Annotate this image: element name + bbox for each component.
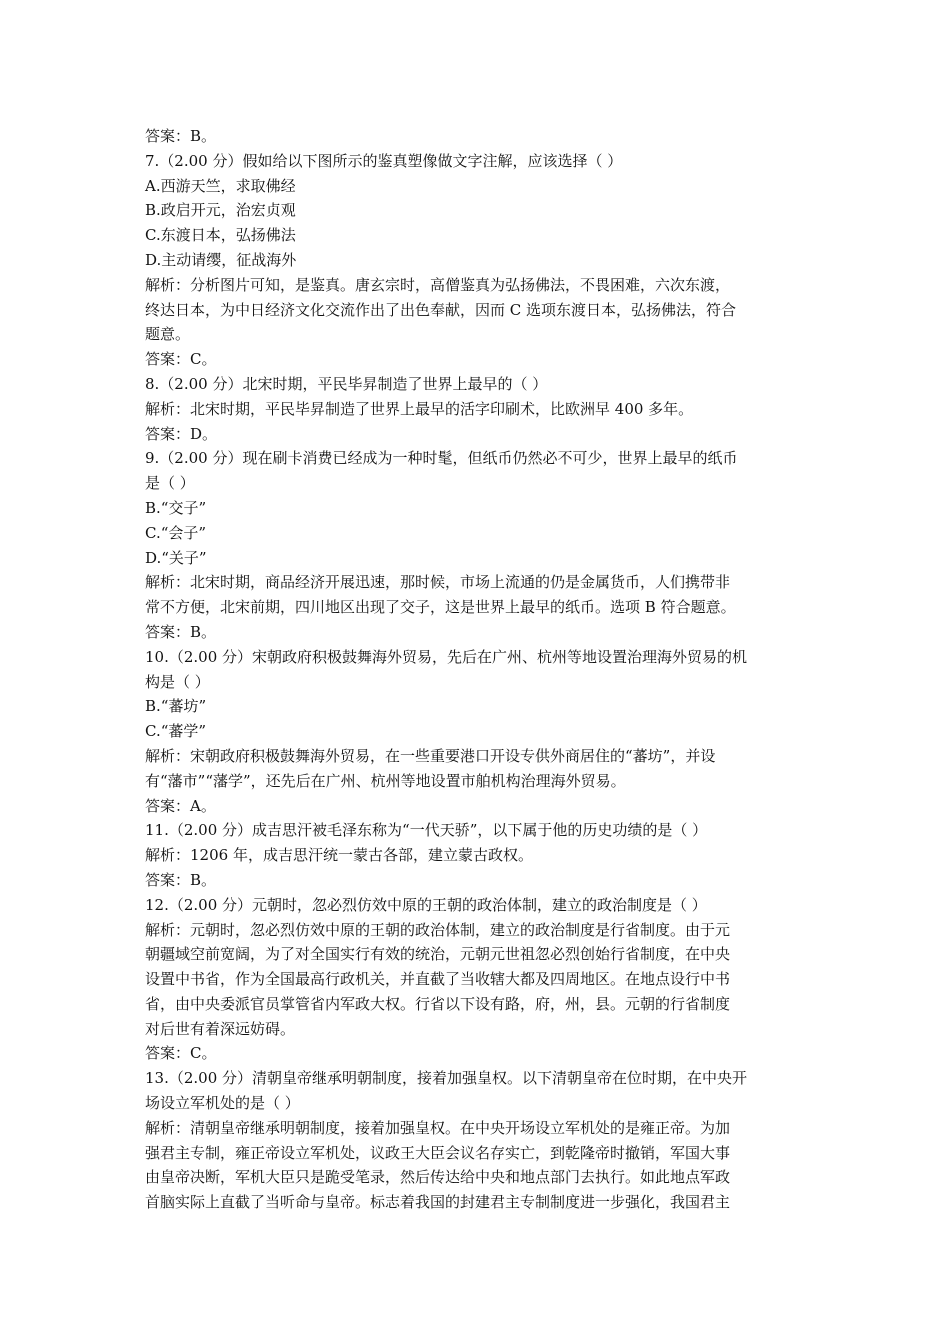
option-line: B.“蕃坊”: [145, 697, 207, 716]
analysis-line: 对后世有着深远妨碍。: [145, 1019, 296, 1038]
question-9-cont: 是（ ）: [145, 474, 195, 493]
analysis-line: 解析：1206 年，成吉思汗统一蒙古各部，建立蒙古政权。: [145, 846, 533, 865]
option-line: B.“交子”: [145, 498, 207, 517]
question-12: 12.（2.00 分）元朝时，忽必烈仿效中原的王朝的政治体制，建立的政治制度是（ ）: [145, 895, 707, 914]
option-line: C.“蕃学”: [145, 722, 207, 741]
answer-line: 答案：B。: [145, 870, 217, 889]
option-line: C.“会子”: [145, 523, 207, 542]
question-10-cont: 构是（ ）: [145, 672, 210, 691]
answer-line: 答案：D。: [145, 424, 218, 443]
question-11: 11.（2.00 分）成吉思汗被毛泽东称为“一代天骄”，以下属于他的历史功绩的是（ ）: [145, 821, 708, 840]
answer-line: 答案：C。: [145, 350, 217, 369]
question-10: 10.（2.00 分）宋朝政府积极鼓舞海外贸易，先后在广州、杭州等地设置治理海外贸易的机: [145, 647, 748, 666]
analysis-line: 首脑实际上直截了当听命与皇帝。标志着我国的封建君主专制制度进一步强化，我国君主: [145, 1193, 731, 1212]
analysis-line: 有“藩市”“藩学”，还先后在广州、杭州等地设置市舶机构治理海外贸易。: [145, 771, 626, 790]
answer-line: 答案：B。: [145, 622, 217, 641]
analysis-line: 解析：清朝皇帝继承明朝制度，接着加强皇权。在中央开场设立军机处的是雍正帝。为加: [145, 1118, 731, 1137]
analysis-line: 解析：宋朝政府积极鼓舞海外贸易，在一些重要港口开设专供外商居住的“蕃坊”，并设: [145, 746, 716, 765]
option-line: D.“关子”: [145, 548, 207, 567]
analysis-line: 解析：元朝时，忽必烈仿效中原的王朝的政治体制，建立的政治制度是行省制度。由于元: [145, 920, 731, 939]
analysis-line: 省，由中央委派官员掌管省内军政大权。行省以下设有路，府，州，县。元朝的行省制度: [145, 994, 731, 1013]
analysis-line: 常不方便，北宋前期，四川地区出现了交子，这是世界上最早的纸币。选项 B 符合题意。: [145, 598, 736, 617]
option-line: C.东渡日本，弘扬佛法: [145, 226, 296, 245]
analysis-line: 设置中书省，作为全国最高行政机关，并直截了当收辖大都及四周地区。在地点设行中书: [145, 970, 731, 989]
analysis-line: 解析：北宋时期，商品经济开展迅速，那时候，市场上流通的仍是金属货币，人们携带非: [145, 573, 731, 592]
document-page: [145, 124, 810, 1215]
question-13-cont: 场设立军机处的是（ ）: [145, 1094, 300, 1113]
option-line: B.政启开元，治宏贞观: [145, 201, 296, 220]
answer-line: 答案：C。: [145, 1044, 217, 1063]
analysis-line: 终达日本，为中日经济文化交流作出了出色奉献，因而 C 选项东渡日本，弘扬佛法，符合: [145, 300, 737, 319]
answer-line: 答案：A。: [145, 796, 216, 815]
question-7: 7.（2.00 分）假如给以下图所示的鉴真塑像做文字注解，应该选择（ ）: [145, 151, 623, 170]
option-line: D.主动请缨，征战海外: [145, 250, 297, 269]
option-line: A.西游天竺，求取佛经: [145, 176, 296, 195]
answer-line: 答案：B。: [145, 127, 217, 145]
question-8: 8.（2.00 分）北宋时期，平民毕昇制造了世界上最早的（ ）: [145, 374, 548, 393]
analysis-line: 强君主专制，雍正帝设立军机处，议政王大臣会议名存实亡，到乾隆帝时撤销，军国大事: [145, 1143, 731, 1162]
analysis-line: 题意。: [145, 325, 191, 344]
analysis-line: 朝疆域空前宽阔，为了对全国实行有效的统治，元朝元世祖忽必烈创始行省制度，在中央: [145, 945, 731, 964]
question-9: 9.（2.00 分）现在刷卡消费已经成为一种时髦，但纸币仍然必不可少，世界上最早的纸币: [145, 449, 738, 468]
analysis-line: 解析：北宋时期，平民毕昇制造了世界上最早的活字印刷术，比欧洲早 400 多年。: [145, 399, 694, 418]
analysis-line: 由皇帝决断，军机大臣只是跪受笔录，然后传达给中央和地点部门去执行。如此地点军政: [145, 1168, 731, 1187]
question-13: 13.（2.00 分）清朝皇帝继承明朝制度，接着加强皇权。以下清朝皇帝在位时期，在中央开: [145, 1069, 748, 1088]
analysis-line: 解析：分析图片可知，是鉴真。唐玄宗时，高僧鉴真为弘扬佛法，不畏困难，六次东渡，: [145, 275, 731, 294]
